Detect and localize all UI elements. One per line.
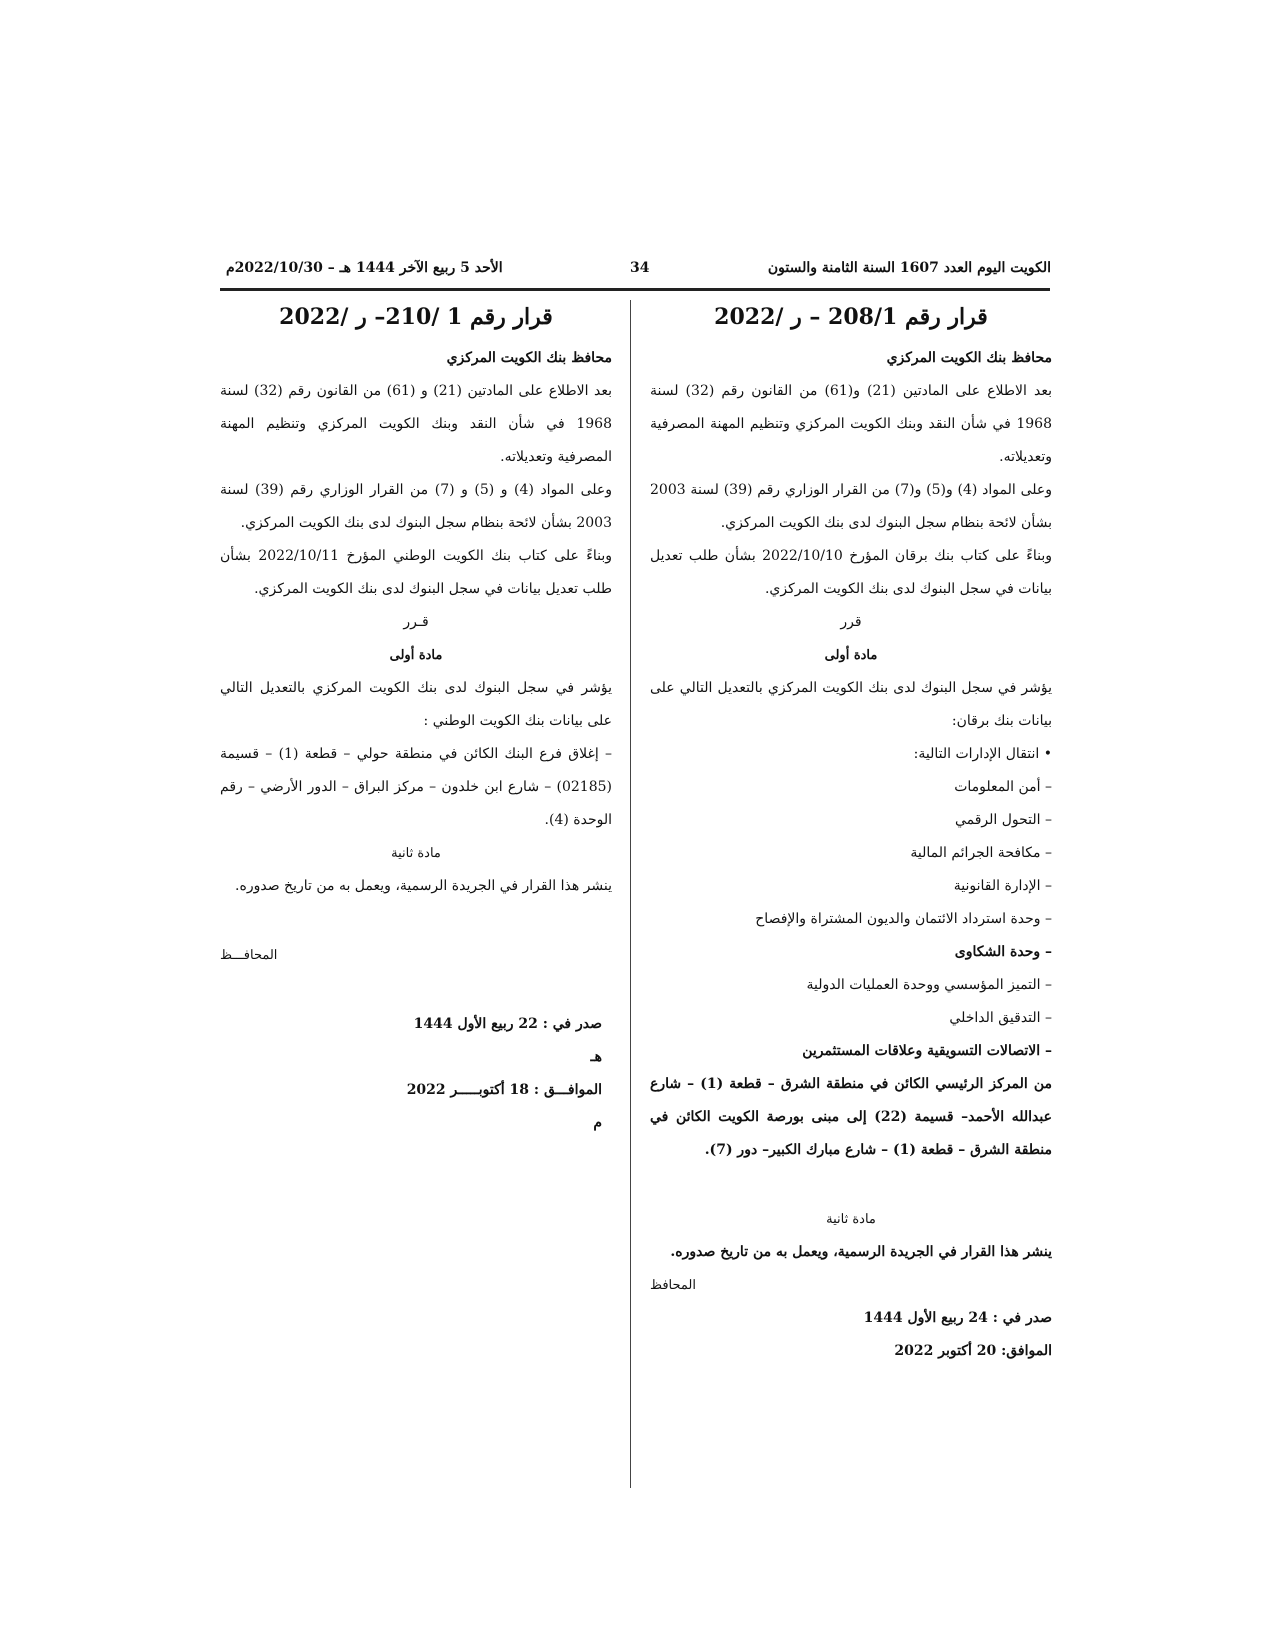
issue-date: صدر في : 24 ربيع الأول 1444 — [863, 1310, 1052, 1326]
article-two-text: ينشر هذا القرار في الجريدة الرسمية، ويعمل به من تاريخ صدوره. — [670, 1244, 1052, 1260]
header-issue-info: الكويت اليوم العدد 1607 السنة الثامنة والستون — [767, 260, 1051, 276]
department-item: – مكافحة الجرائم المالية — [910, 845, 1052, 861]
decided-heading: قرر — [840, 614, 862, 630]
preamble-paragraph: وعلى المواد (4) و(5) و(7) من القرار الوزاري رقم (39) لسنة 2003 بشأن لائحة بنظام سجل البنوك لدى بنك الكويت المركزي. — [650, 482, 1052, 531]
department-item: – التميز المؤسسي ووحدة العمليات الدولية — [806, 977, 1052, 993]
location-text: من المركز الرئيسي الكائن في منطقة الشرق – قطعة (1) – شارع عبدالله الأحمد– قسيمة (22) إلى مبنى بورصة الكويت الكائن في منطقة الشرق – قطعة (1) – شارع مبارك الكبير– دور (7). — [650, 1076, 1052, 1158]
closure-text: – إغلاق فرع البنك الكائن في منطقة حولي – قطعة (1) – قسيمة (02185) – شارع ابن خلدون – مركز البراق – الدور الأرضي – رقم الوحدة (4). — [220, 746, 613, 828]
decision-title: قرار رقم 208/1 – ر /2022 — [714, 304, 988, 330]
article-one-title: مادة أولى — [824, 648, 878, 663]
corresponding-date: الموافـــق : 18 أكتوبـــــر 2022 م — [406, 1082, 602, 1131]
preamble-paragraph: بعد الاطلاع على المادتين (21) و (61) من القانون رقم (32) لسنة 1968 في شأن النقد وبنك الكويت المركزي وتنظيم المهنة المصرفية وتعديلاته. — [220, 383, 612, 465]
column-divider — [630, 300, 631, 1488]
corresponding-date: الموافق: 20 أكتوبر 2022 — [894, 1343, 1052, 1359]
preamble-paragraph: وعلى المواد (4) و (5) و (7) من القرار الوزاري رقم (39) لسنة 2003 بشأن لائحة بنظام سجل البنوك لدى بنك الكويت المركزي. — [220, 482, 612, 531]
department-item: – التحول الرقمي — [954, 812, 1052, 828]
page-number: 34 — [630, 260, 650, 276]
department-item: – الإدارة القانونية — [953, 878, 1052, 894]
article-one-title: مادة أولى — [389, 648, 443, 663]
header-rule — [220, 288, 1050, 291]
article-two-title: مادة ثانية — [391, 846, 441, 861]
article-one-text: يؤشر في سجل البنوك لدى بنك الكويت المركزي بالتعديل التالي على بيانات بنك الكويت الوطني : — [220, 680, 612, 729]
department-item: – وحدة استرداد الائتمان والديون المشتراة والإفصاح — [755, 911, 1052, 927]
decision-210-column — [220, 300, 612, 1140]
department-item: – التدقيق الداخلي — [949, 1010, 1052, 1026]
decision-issuer: محافظ بنك الكويت المركزي — [446, 350, 612, 366]
governor-signature: المحافـــظ — [220, 948, 278, 963]
decision-title: قرار رقم 1 /210– ر /2022 — [279, 304, 553, 330]
preamble-paragraph: وبناءً على كتاب بنك برقان المؤرخ 2022/10/10 بشأن طلب تعديل بيانات في سجل البنوك لدى بنك الكويت المركزي. — [650, 548, 1052, 597]
header-date: الأحد 5 ربيع الآخر 1444 هـ – 2022/10/30م — [226, 260, 503, 276]
decision-issuer: محافظ بنك الكويت المركزي — [886, 350, 1052, 366]
department-item: – الاتصالات التسويقية وعلاقات المستثمرين — [802, 1043, 1052, 1059]
article-two-text: ينشر هذا القرار في الجريدة الرسمية، ويعمل به من تاريخ صدوره. — [235, 878, 612, 894]
decided-heading: قـرر — [403, 614, 429, 630]
issue-date: صدر في : 22 ربيع الأول 1444 هـ — [413, 1016, 602, 1065]
preamble-paragraph: بعد الاطلاع على المادتين (21) و(61) من القانون رقم (32) لسنة 1968 في شأن النقد وبنك الكويت المركزي وتنظيم المهنة المصرفية وتعديلاته. — [650, 383, 1053, 465]
preamble-paragraph: وبناءً على كتاب بنك الكويت الوطني المؤرخ 2022/10/11 بشأن طلب تعديل بيانات في سجل البنوك لدى بنك الكويت المركزي. — [220, 548, 612, 597]
article-two-title: مادة ثانية — [826, 1212, 876, 1227]
decision-208-column — [650, 300, 1052, 1368]
department-item: – أمن المعلومات — [954, 779, 1052, 795]
article-one-text: يؤشر في سجل البنوك لدى بنك الكويت المركزي بالتعديل التالي على بيانات بنك برقان: — [650, 680, 1052, 729]
transfer-label: • انتقال الإدارات التالية: — [913, 746, 1052, 762]
governor-signature: المحافظ — [650, 1278, 696, 1293]
department-item: – وحدة الشكاوى — [954, 944, 1052, 960]
